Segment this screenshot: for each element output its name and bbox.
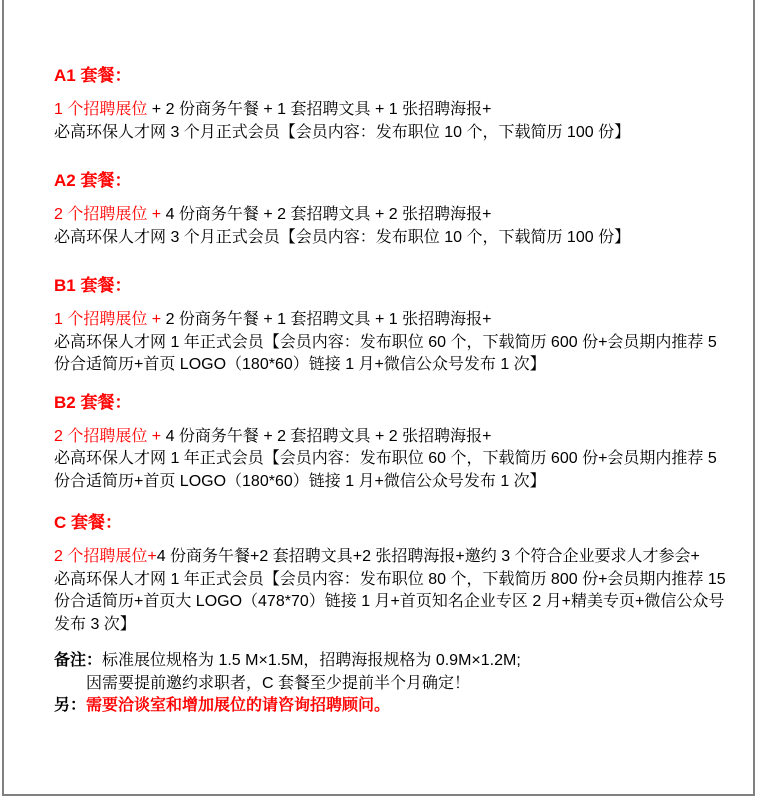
- package-b1-booth-highlight: 1 个招聘展位 +: [54, 311, 162, 328]
- package-section-a2: [54, 171, 726, 249]
- notes-line-other: [54, 695, 726, 718]
- notes-section: [54, 650, 726, 718]
- package-c-title: C 套餐：: [54, 513, 122, 532]
- package-c-membership-detail: 必高环保人才网 1 年正式会员【会员内容：发布职位 80 个，下载简历 800 份+会员期内推荐 15 份合适简历+首页大 LOGO（478*70）链接 1 月+首页知名企业专区 2 月+精美专页+微信公众号发布 3 次】: [54, 570, 726, 633]
- package-a2-booth-highlight: 2 个招聘展位 +: [54, 206, 162, 223]
- package-b1-items-rest: 2 份商务午餐 + 1 套招聘文具 + 1 张招聘海报+: [161, 311, 492, 328]
- package-b2-booth-highlight: 2 个招聘展位 +: [54, 427, 162, 445]
- package-section-c: [54, 513, 726, 636]
- package-a1-booth-highlight: 1 个招聘展位: [54, 101, 148, 118]
- package-section-b1: [54, 276, 726, 377]
- package-b2-items-line: [54, 426, 726, 449]
- package-c-items-line: [54, 546, 726, 569]
- notes-line-specs: [54, 650, 726, 673]
- package-a2-membership-detail: 必高环保人才网 3 个月正式会员【会员内容：发布职位 10 个，下载简历 100 份】: [54, 228, 631, 246]
- package-a1-items-rest: + 2 份商务午餐 + 1 套招聘文具 + 1 张招聘海报+: [147, 101, 492, 118]
- package-section-b2: [54, 393, 726, 494]
- package-b1-items-line: [54, 309, 726, 332]
- package-a1-membership-detail: 必高环保人才网 3 个月正式会员【会员内容：发布职位 10 个，下载简历 100 份】: [54, 123, 631, 141]
- document-page: [2, 0, 755, 796]
- notes-label: 备注：: [54, 652, 103, 669]
- notes-other-label: 另：: [54, 697, 87, 714]
- package-c-items-rest: 4 份商务午餐+2 套招聘文具+2 张招聘海报+邀约 3 个符合企业要求人才参会+: [156, 548, 700, 565]
- package-b2-items-rest: 4 份商务午餐 + 2 套招聘文具 + 2 张招聘海报+: [161, 427, 492, 445]
- package-b1-membership-detail: 必高环保人才网 1 年正式会员【会员内容：发布职位 60 个，下载简历 600 份+会员期内推荐 5 份合适简历+首页 LOGO（180*60）链接 1 月+微信公众号发布 1 次】: [54, 333, 717, 373]
- package-b1-title: B1 套餐：: [54, 276, 132, 295]
- notes-specs-text: 标准展位规格为 1.5 M×1.5M，招聘海报规格为 0.9M×1.2M;: [102, 652, 521, 669]
- notes-other-text: 需要洽谈室和增加展位的请咨询招聘顾问。: [86, 697, 391, 714]
- package-section-a1: [54, 66, 726, 144]
- notes-line-deadline: 因需要提前邀约求职者，C 套餐至少提前半个月确定！: [86, 674, 471, 692]
- package-a2-items-line: [54, 204, 726, 227]
- package-a2-items-rest: 4 份商务午餐 + 2 套招聘文具 + 2 张招聘海报+: [161, 206, 492, 223]
- package-b2-membership-detail: 必高环保人才网 1 年正式会员【会员内容：发布职位 60 个，下载简历 600 份+会员期内推荐 5 份合适简历+首页 LOGO（180*60）链接 1 月+微信公众号发布 1 次】: [54, 450, 717, 490]
- package-a2-title: A2 套餐：: [54, 171, 132, 190]
- package-a1-items-line: [54, 99, 726, 122]
- package-c-booth-highlight: 2 个招聘展位+: [54, 548, 157, 565]
- package-a1-title: A1 套餐：: [54, 66, 132, 85]
- package-b2-title: B2 套餐：: [54, 392, 132, 412]
- document-content: [4, 0, 750, 718]
